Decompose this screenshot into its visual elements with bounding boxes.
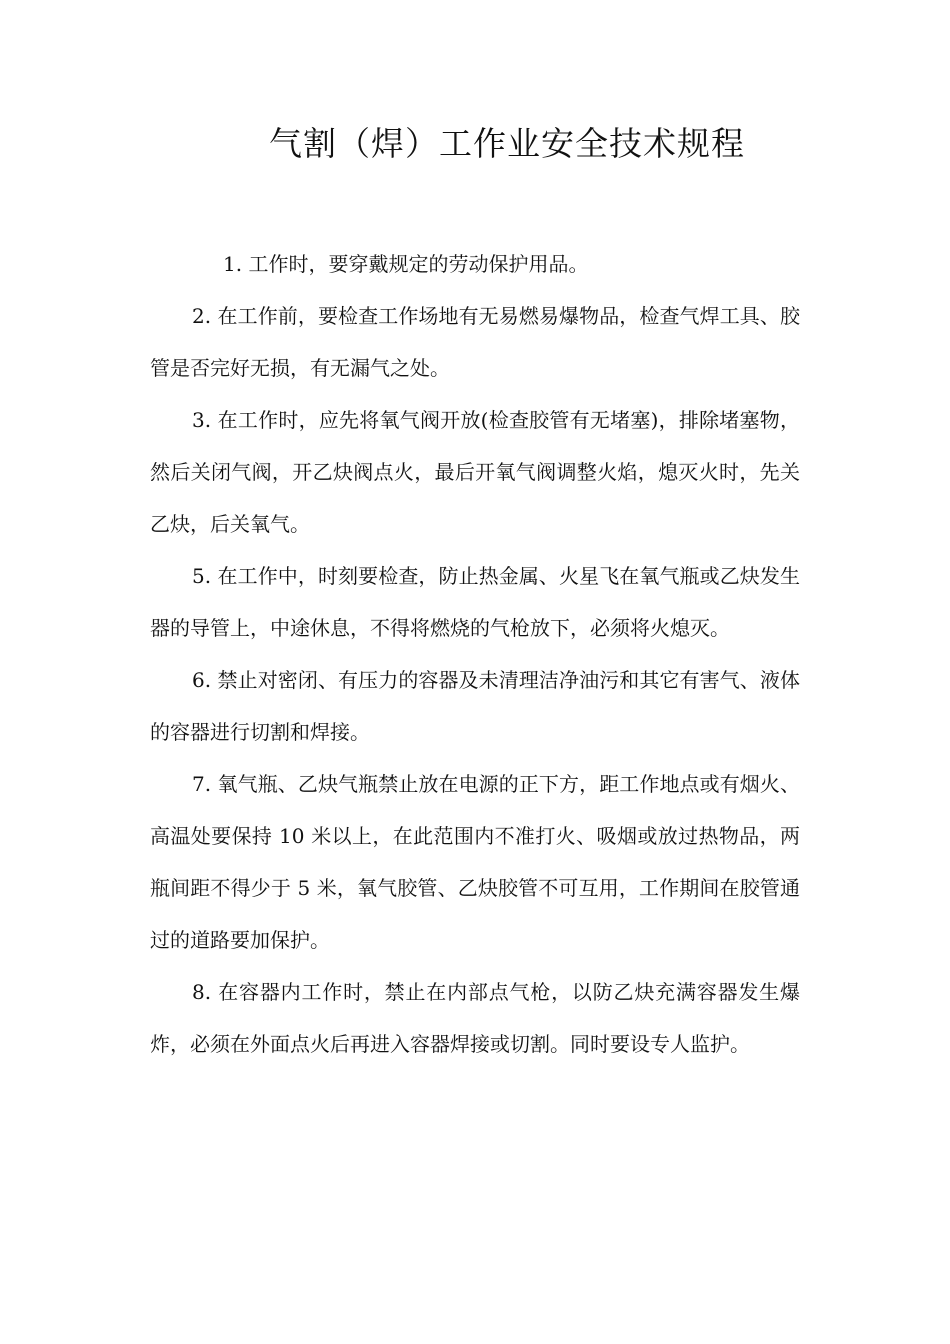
rule-paragraph-6: 6. 禁止对密闭、有压力的容器及未清理洁净油污和其它有害气、液体的容器进行切割和焊接。 xyxy=(150,668,800,744)
rule-paragraph-8: 8. 在容器内工作时，禁止在内部点气枪，以防乙炔充满容器发生爆炸，必须在外面点火后再进入容器焊接或切割。同时要设专人监护。 xyxy=(150,980,800,1056)
rule-paragraph-1: 1. 工作时，要穿戴规定的劳动保护用品。 xyxy=(223,252,589,276)
rule-paragraph-7: 7. 氧气瓶、乙炔气瓶禁止放在电源的正下方，距工作地点或有烟火、高温处要保持 10 米以上，在此范围内不准打火、吸烟或放过热物品，两瓶间距不得少于 5 米，氧气胶管、乙炔胶管不可互用，工作期间在胶管通过的道路要加保护。 xyxy=(150,772,800,952)
document-body xyxy=(150,238,800,1070)
rule-paragraph-5: 5. 在工作中，时刻要检查，防止热金属、火星飞在氧气瓶或乙炔发生器的导管上，中途休息，不得将燃烧的气枪放下，必须将火熄灭。 xyxy=(150,564,800,640)
document-title: 气割（焊）工作业安全技术规程 xyxy=(269,124,745,163)
rule-paragraph-3: 3. 在工作时，应先将氧气阀开放(检查胶管有无堵塞)，排除堵塞物，然后关闭气阀，开乙炔阀点火，最后开氧气阀调整火焰，熄灭火时，先关乙炔，后关氧气。 xyxy=(150,408,800,536)
rule-paragraph-2: 2. 在工作前，要检查工作场地有无易燃易爆物品，检查气焊工具、胶管是否完好无损，有无漏气之处。 xyxy=(150,304,800,380)
